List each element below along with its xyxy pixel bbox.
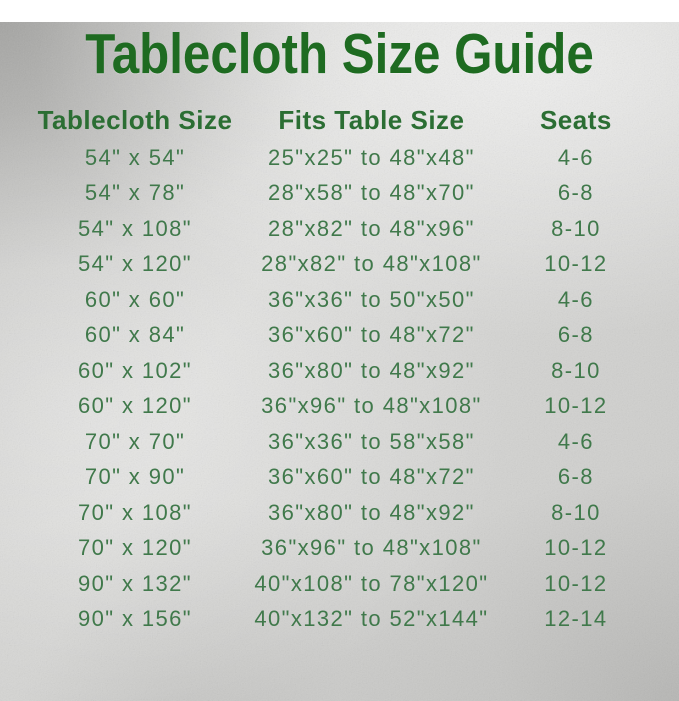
cell-seats: 4-6 — [557, 144, 594, 170]
cell-seats: 6-8 — [557, 464, 594, 490]
cell-seats: 4-6 — [557, 286, 594, 312]
cell-tablecloth-size: 70" x 90" — [84, 464, 186, 490]
table-row — [20, 566, 659, 602]
cell-seats: 8-10 — [551, 215, 601, 241]
cell-seats: 6-8 — [557, 180, 594, 206]
page-title: Tablecloth Size Guide — [85, 23, 594, 86]
cell-seats: 10-12 — [544, 393, 608, 419]
cell-fits-table-size: 28"x58" to 48"x70" — [267, 180, 475, 206]
cell-fits-table-size: 40"x108" to 78"x120" — [254, 570, 489, 596]
cell-fits-table-size: 36"x60" to 48"x72" — [267, 464, 475, 490]
cell-seats: 6-8 — [557, 322, 594, 348]
table-row — [20, 460, 659, 496]
cell-fits-table-size: 36"x80" to 48"x92" — [267, 357, 475, 383]
table-row — [20, 602, 659, 638]
cell-seats: 10-12 — [544, 251, 608, 277]
cell-fits-table-size: 36"x96" to 48"x108" — [261, 535, 482, 561]
table-row — [20, 211, 659, 247]
table-row — [20, 424, 659, 460]
cell-tablecloth-size: 70" x 70" — [84, 428, 186, 454]
cell-tablecloth-size: 70" x 120" — [78, 535, 193, 561]
cell-fits-table-size: 36"x60" to 48"x72" — [267, 322, 475, 348]
table-row — [20, 282, 659, 318]
cell-seats: 10-12 — [544, 535, 608, 561]
cell-seats: 10-12 — [544, 570, 608, 596]
cell-tablecloth-size: 90" x 132" — [78, 570, 193, 596]
cell-tablecloth-size: 54" x 120" — [78, 251, 193, 277]
cell-tablecloth-size: 54" x 54" — [84, 144, 186, 170]
cell-tablecloth-size: 60" x 84" — [84, 322, 186, 348]
table-row — [20, 353, 659, 389]
table-row — [20, 495, 659, 531]
table-row — [20, 247, 659, 283]
cell-tablecloth-size: 60" x 60" — [84, 286, 186, 312]
column-header-fits-table-size: Fits Table Size — [278, 104, 465, 135]
table-row — [20, 140, 659, 176]
cell-seats: 8-10 — [551, 357, 601, 383]
cell-tablecloth-size: 60" x 102" — [78, 357, 193, 383]
table-header-row — [20, 100, 659, 140]
table-row — [20, 318, 659, 354]
cell-fits-table-size: 40"x132" to 52"x144" — [254, 606, 489, 632]
cell-tablecloth-size: 60" x 120" — [78, 393, 193, 419]
size-table-body — [20, 140, 659, 637]
cell-seats: 8-10 — [551, 499, 601, 525]
cell-tablecloth-size: 90" x 156" — [78, 606, 193, 632]
cell-fits-table-size: 36"x80" to 48"x92" — [267, 499, 475, 525]
size-guide-page — [0, 22, 679, 701]
table-row — [20, 176, 659, 212]
table-row — [20, 389, 659, 425]
table-row — [20, 531, 659, 567]
cell-tablecloth-size: 70" x 108" — [78, 499, 193, 525]
cell-fits-table-size: 36"x36" to 50"x50" — [267, 286, 475, 312]
column-header-seats: Seats — [539, 104, 612, 135]
size-guide-table — [0, 100, 679, 637]
cell-seats: 12-14 — [544, 606, 608, 632]
cell-fits-table-size: 25"x25" to 48"x48" — [267, 144, 475, 170]
column-header-tablecloth-size: Tablecloth Size — [37, 104, 233, 135]
cell-fits-table-size: 28"x82" to 48"x108" — [261, 251, 482, 277]
cell-fits-table-size: 36"x96" to 48"x108" — [261, 393, 482, 419]
cell-seats: 4-6 — [557, 428, 594, 454]
cell-tablecloth-size: 54" x 108" — [78, 215, 193, 241]
cell-fits-table-size: 28"x82" to 48"x96" — [267, 215, 475, 241]
cell-fits-table-size: 36"x36" to 58"x58" — [267, 428, 475, 454]
cell-tablecloth-size: 54" x 78" — [84, 180, 186, 206]
